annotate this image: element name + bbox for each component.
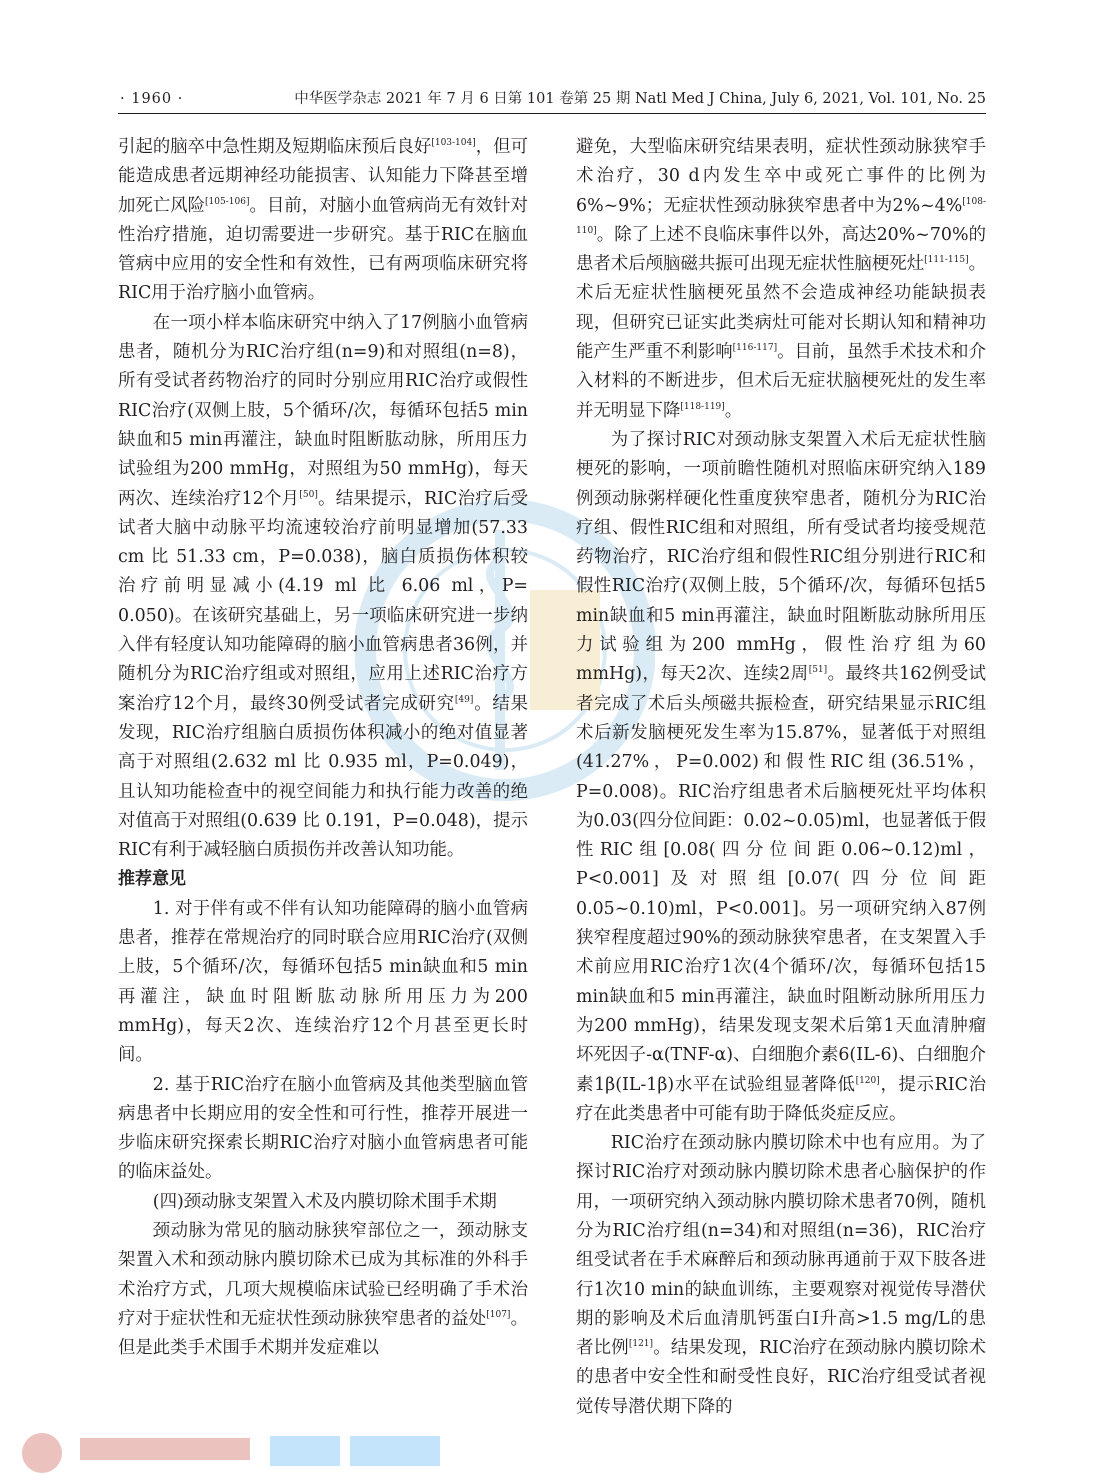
paragraph: 在一项小样本临床研究中纳入了17例脑小血管病患者，随机分为RIC治疗组(n=9)和对照组(n=8)，所有受试者药物治疗的同时分别应用RIC治疗或假性RIC治疗(双侧上肢，5个循环/次，每循环包括5 min缺血和5 min再灌注，缺血时阻断肱动脉，所用压力试验组为200 mmHg，对照组为50 mmHg)，每天两次、连续治疗12个月[50]。结果提示，RIC治疗后受试者大脑中动脉平均流速较治疗前明显增加(57.33 cm 比 51.33 cm，P=0.038)，脑白质损伤体积较治疗前明显减小(4.19 ml 比 6.06 ml，P= 0.050)。在该研究基础上，另一项临床研究进一步纳入伴有轻度认知功能障碍的脑小血管病患者36例，并随机分为RIC治疗组或对照组，应用上述RIC治疗方案治疗12个月，最终30例受试者完成研究[49]。结果发现，RIC治疗组脑白质损伤体积减小的绝对值显著高于对照组(2.632 ml 比 0.935 ml，P=0.049)，且认知功能检查中的视空间能力和执行能力改善的绝对值高于对照组(0.639 比 0.191，P=0.048)，提示RIC有利于减轻脑白质损伤并改善认知功能。 xyxy=(118,312,528,861)
paragraph: 颈动脉为常见的脑动脉狭窄部位之一，颈动脉支架置入术和颈动脉内膜切除术已成为其标准的外科手术治疗方式，几项大规模临床试验已经明确了手术治疗对于症状性和无症状性颈动脉狭窄患者的益处[107]。但是此类手术围手术期并发症难以 xyxy=(118,1220,528,1359)
left-column xyxy=(118,133,528,1363)
citation: [120] xyxy=(855,1075,880,1086)
paragraph: 避免，大型临床研究结果表明，症状性颈动脉狭窄手术治疗，30 d内发生卒中或死亡事件的比例为6%~9%；无症状性颈动脉狭窄患者中为2%~4%[108-110]。除了上述不良临床事件以外，高达20%~70%的患者术后颅脑磁共振可出现无症状性脑梗死灶[111-115]。术后无症状性脑梗死虽然不会造成神经功能缺损表现，但研究已证实此类病灶可能对长期认知和精神功能产生严重不利影响[116-117]。目前，虽然手术技术和介入材料的不断进步，但术后无症状脑梗死灶的发生率并无明显下降[118-119]。 xyxy=(576,137,986,421)
recommendation-1: 1. 对于伴有或不伴有认知功能障碍的脑小血管病患者，推荐在常规治疗的同时联合应用RIC治疗(双侧上肢，5个循环/次，每循环包括5 min缺血和5 min再灌注，缺血时阻断肱动脉所用压力为200 mmHg)，每天2次、连续治疗12个月甚至更长时间。 xyxy=(118,898,528,1066)
citation: [108-110] xyxy=(576,196,986,236)
running-header xyxy=(118,89,986,114)
paragraph: 为了探讨RIC对颈动脉支架置入术后无症状性脑梗死的影响，一项前瞻性随机对照临床研究纳入189例颈动脉粥样硬化性重度狭窄患者，随机分为RIC治疗组、假性RIC组和对照组，所有受试者均接受规范药物治疗，RIC治疗组和假性RIC组分别进行RIC和假性RIC治疗(双侧上肢，5个循环/次，每循环包括5 min缺血和5 min再灌注，缺血时阻断肱动脉所用压力试验组为200 mmHg，假性治疗组为60 mmHg)，每天2次、连续2周[51]。最终共162例受试者完成了术后头颅磁共振检查，研究结果显示RIC组术后新发脑梗死发生率为15.87%，显著低于对照组(41.27%，P=0.002)和假性RIC组(36.51%，P=0.008)。RIC治疗组患者术后脑梗死灶平均体积为0.03(四分位间距：0.02~0.05)ml，也显著低于假性RIC组[0.08(四分位间距0.06~0.12)ml，P<0.001]及对照组[0.07(四分位间距0.05~0.10)ml，P<0.001]。另一项研究纳入87例狭窄程度超过90%的颈动脉狭窄患者，在支架置入手术前应用RIC治疗1次(4个循环/次，每循环包括15 min缺血和5 min再灌注，缺血时阻断动脉所用压力为200 mmHg)，结果发现支架术后第1天血清肿瘤坏死因子-α(TNF-α)、白细胞介素6(IL-6)、白细胞介素1β(IL-1β)水平在试验组显著降低[120]，提示RIC治疗在此类患者中可能有助于降低炎症反应。 xyxy=(576,429,986,1124)
right-column xyxy=(576,133,986,1422)
paragraph: 引起的脑卒中急性期及短期临床预后良好[103-104]，但可能造成患者远期神经功能损害、认知能力下降甚至增加死亡风险[105-106]。目前，对脑小血管病尚无有效针对性治疗措施，迫切需要进一步研究。基于RIC在脑血管病中应用的安全性和有效性，已有两项临床研究将RIC用于治疗脑小血管病。 xyxy=(118,137,528,304)
citation: [49] xyxy=(454,694,474,705)
paragraph: RIC治疗在颈动脉内膜切除术中也有应用。为了探讨RIC治疗对颈动脉内膜切除术患者心脑保护的作用，一项研究纳入颈动脉内膜切除术患者70例，随机分为RIC治疗组(n=34)和对照组(n=36)，RIC治疗组受试者在手术麻醉后和颈动脉再通前于双下肢各进行1次10 min的缺血训练，主要观察对视觉传导潜伏期的影响及术后血清肌钙蛋白I升高>1.5 mg/L的患者比例[121]。结果发现，RIC治疗在颈动脉内膜切除术的患者中安全性和耐受性良好，RIC治疗组受试者视觉传导潜伏期下降的 xyxy=(576,1133,986,1417)
citation: [121] xyxy=(628,1339,654,1350)
recommendation-2: 2. 基于RIC治疗在脑小血管病及其他类型脑血管病患者中长期应用的安全性和可行性，推荐开展进一步临床研究探索长期RIC治疗对脑小血管病患者可能的临床益处。 xyxy=(118,1074,528,1183)
section-heading: 推荐意见 xyxy=(118,869,186,890)
citation: [51] xyxy=(808,665,828,676)
citation: [107] xyxy=(486,1309,511,1320)
publisher-logo-watermark xyxy=(20,1428,460,1478)
citation: [103-104] xyxy=(431,138,476,148)
journal-info: 中华医学杂志 2021 年 7 月 6 日第 101 卷第 25 期 Natl Med J China, July 6, 2021, Vol. 101, No. 25 xyxy=(294,91,986,107)
citation: [111-115] xyxy=(924,255,969,266)
citation: [50] xyxy=(299,489,318,500)
page-number: · 1960 · xyxy=(120,91,184,107)
citation: [105-106] xyxy=(205,196,250,207)
citation: [118-119] xyxy=(680,401,725,412)
citation: [116-117] xyxy=(732,343,778,354)
subsection-heading: (四)颈动脉支架置入术及内膜切除术围手术期 xyxy=(152,1191,497,1212)
